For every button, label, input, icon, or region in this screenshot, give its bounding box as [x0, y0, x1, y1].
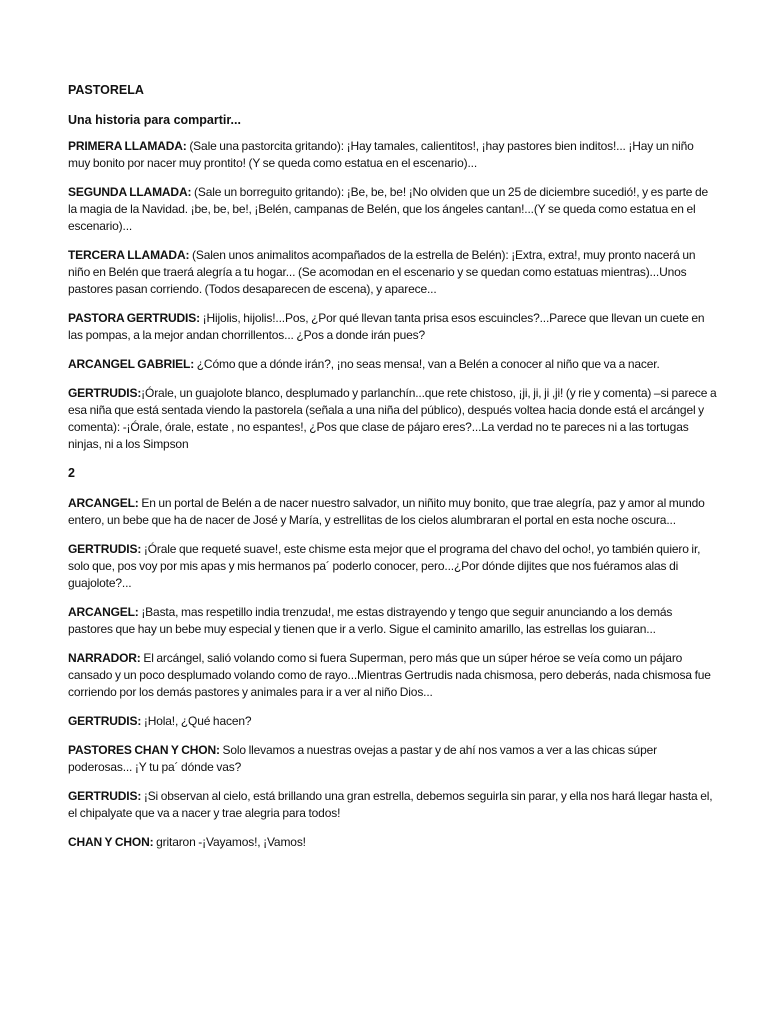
dialogue-paragraph [68, 541, 718, 593]
dialogue-text: ¿Cómo que a dónde irán?, ¡no seas mensa!, van a Belén a conocer al niño que va a nacer. [194, 357, 660, 372]
speaker-label: GERTRUDIS: [68, 714, 142, 729]
dialogue-text: ¡Órale, un guajolote blanco, desplumado y parlanchín...que rete chistoso, ¡ji, ji, ji ,ji! (y rie y comenta) –si parece a esa niña que está sentada viendo la pastorela (señala a una niña del público), después voltea hacia donde está el arcángel y comenta): -¡Órale, órale, estate , no espantes!, ¿Pos que clase de pájaro eres?...La verdad no te pareces ni a las tortugas ninjas, ni a los Simpson [68, 385, 717, 452]
dialogue-text: ¡Hola!, ¿Qué hacen? [141, 714, 252, 729]
speaker-label: SEGUNDA LLAMADA: [68, 184, 192, 199]
document-subtitle: Una historia para compartir... [68, 113, 241, 127]
speaker-label: TERCERA LLAMADA: [68, 248, 190, 263]
speaker-label: GERTRUDIS: [68, 541, 142, 556]
dialogue-paragraph [68, 138, 718, 172]
speaker-label: GERTRUDIS: [68, 385, 142, 400]
dialogue-text: El arcángel, salió volando como si fuera Superman, pero más que un súper héroe se veía como un pájaro cansado y un poco desplumado volando como de rayo...Mientras Gertrudis nada chismosa, pero deberás, nada chismosa fue corriendo por los demás pastores y animales para ir a ver al niño Dios... [68, 650, 711, 700]
dialogue-paragraph [68, 788, 718, 822]
speaker-label: ARCANGEL GABRIEL: [68, 357, 195, 372]
dialogue-text: En un portal de Belén a de nacer nuestro salvador, un niñito muy bonito, que trae alegría, paz y amor al mundo entero, un bebe que ha de nacer de José y María, y estrellitas de los cielos alumbraran el portal en esta noche oscura... [68, 496, 705, 528]
dialogue-paragraph [68, 184, 718, 236]
dialogue-paragraph [68, 385, 718, 454]
speaker-label: GERTRUDIS: [68, 788, 142, 803]
dialogue-paragraph [68, 650, 718, 702]
document-title: PASTORELA [68, 83, 144, 97]
speaker-label: PASTORA GERTRUDIS: [68, 311, 200, 326]
dialogue-text: ¡Órale que requeté suave!, este chisme esta mejor que el programa del chavo del ocho!, yo también quiero ir, solo que, pos voy por mis apas y mis hermanos pa´ poderlo conocer, pero...¿Por dónde dijites que nos fuéramos alas di guajolote?... [68, 541, 701, 591]
dialogue-text: Solo llevamos a nuestras ovejas a pastar y de ahí nos vamos a ver a las chicas súper poderosas... ¡Y tu pa´ dónde vas? [68, 742, 657, 774]
dialogue-text: ¡Si observan al cielo, está brillando una gran estrella, debemos seguirla sin parar, y ella nos hará llegar hasta el, el chipalyate que va a nacer y trae alegria para todos! [68, 788, 713, 820]
dialogue-paragraph [68, 356, 718, 373]
dialogue-paragraph [68, 495, 718, 529]
speaker-label: PASTORES CHAN Y CHON: [68, 742, 220, 757]
dialogue-paragraph [68, 310, 718, 344]
dialogue-paragraph [68, 742, 718, 776]
dialogue-paragraph [68, 834, 718, 851]
dialogue-text: (Sale una pastorcita gritando): ¡Hay tamales, calientitos!, ¡hay pastores bien inditos!... ¡Hay un niño muy bonito por nacer muy prontito! (Y se queda como estatua en el escenario)... [68, 139, 694, 171]
page-number: 2 [68, 466, 75, 481]
speaker-label: PRIMERA LLAMADA: [68, 139, 187, 153]
dialogue-paragraph [68, 604, 718, 638]
speaker-label: CHAN Y CHON: [68, 834, 154, 849]
dialogue-text: (Sale un borreguito gritando): ¡Be, be, be! ¡No olviden que un 25 de diciembre sucedió!, y es parte de la magia de la Navidad. ¡be, be, be!, ¡Belén, campanas de Belén, que los ángeles cantan!...(Y se queda como estatua en el escenario)... [68, 184, 709, 234]
dialogue-paragraph [68, 247, 718, 299]
speaker-label: NARRADOR: [68, 650, 141, 665]
dialogue-text: ¡Basta, mas respetillo india trenzuda!, me estas distrayendo y tengo que seguir anunciando a los demás pastores que hay un bebe muy especial y tienen que ir a verlo. Sigue el caminito amarillo, las estrellas los guiaran... [68, 605, 673, 637]
dialogue-text: (Salen unos animalitos acompañados de la estrella de Belén): ¡Extra, extra!, muy pronto nacerá un niño en Belén que traerá alegría a tu hogar... (Se acomodan en el escenario y se quedan como estatuas mientras)...Unos pastores pasan corriendo. (Todos desaparecen de escena), y aparece... [68, 248, 696, 297]
speaker-label: ARCANGEL: [68, 605, 139, 620]
dialogue-text: ¡Hijolis, hijolis!...Pos, ¿Por qué llevan tanta prisa esos escuincles?...Parece que llevan un cuete en las pompas, a la mejor andan chorrillentos... ¿Pos a donde irán pues? [68, 311, 705, 343]
dialogue-paragraph [68, 713, 718, 730]
speaker-label: ARCANGEL: [68, 496, 139, 511]
dialogue-text: gritaron -¡Vayamos!, ¡Vamos! [153, 834, 306, 849]
